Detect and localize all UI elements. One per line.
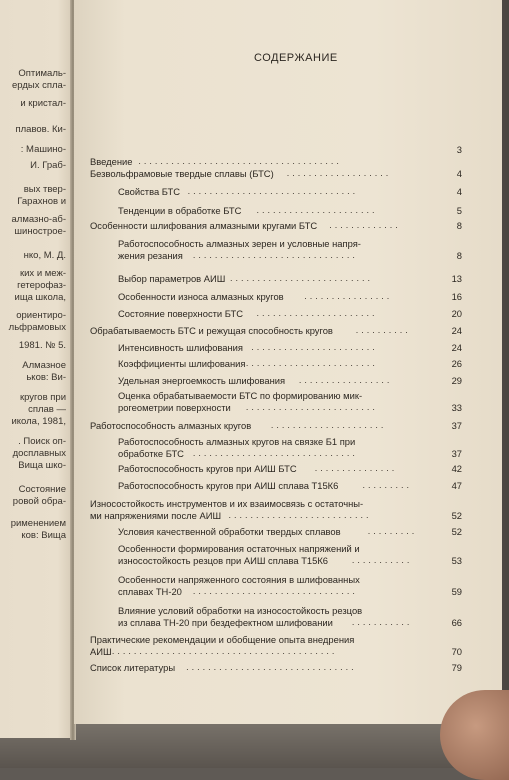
toc-entry-title: Особенности напряженного состояния в шлифованных [118,574,360,585]
toc-page-number: 4 [456,186,462,197]
toc-entry-title: износостойкость резцов при АИШ сплава Т15К6 [118,555,329,566]
left-page-fragment: Вища шко- [18,460,66,471]
dot-leader: ......................................... [111,646,338,656]
dot-leader: .............................. [192,586,358,596]
toc-page-number: 52 [451,510,462,521]
toc-page-number: 8 [456,220,462,231]
toc-entry-title: Коэффициенты шлифования [118,358,246,369]
left-page-fragment: ких и меж- [19,268,66,279]
dot-leader: ............................... [186,662,357,672]
toc-entry-title: Удельная энергоемкость шлифования [118,375,286,386]
toc-page-number: 8 [456,250,462,261]
left-page [0,0,72,738]
toc-entry-title: Безвольфрамовые твердые сплавы (БТС) [90,168,274,179]
toc-page-number: 37 [451,448,462,459]
toc-page-number: 70 [451,646,462,657]
toc-page-number: 24 [451,342,462,353]
toc-entry-title: Обрабатываемость БТС и режущая способность кругов [90,325,333,336]
dot-leader: ..................... [270,420,387,430]
left-page-fragment: вых твер- [23,184,66,195]
table-surface [0,720,509,768]
toc-page-number: 16 [451,291,462,302]
toc-page-number: 33 [451,402,462,413]
left-page-fragment: ердых спла- [12,80,66,91]
dot-leader: ................ [304,291,393,301]
toc-entry-title: сплавах ТН-20 [118,586,182,597]
toc-entry-title: жения резания [118,250,183,261]
left-page-fragment: : Машино- [20,144,66,155]
left-page-fragment: И. Граб- [30,160,66,171]
left-page-fragment: нко, М. Д. [23,250,66,261]
toc-entry-title: Особенности износа алмазных кругов [118,291,284,302]
toc-entry-title: Особенности формирования остаточных напряжений и [118,543,360,554]
left-page-fragment: 1981. № 5. [18,340,66,351]
dot-leader: ........................ [245,402,378,412]
toc-entry-title: Состояние поверхности БТС [118,308,244,319]
toc-entry-title: Работоспособность кругов при АИШ БТС [118,463,297,474]
left-page-fragment: кругов при [19,392,66,403]
dot-leader: ............. [329,220,401,230]
dot-leader: ......... [362,480,413,490]
toc-page-number: 59 [451,586,462,597]
toc-entry-title: Условия качественной обработки твердых сплавов [118,526,341,537]
toc-page-number: 79 [451,662,462,673]
toc-entry-title: ми напряжениями после АИШ [90,510,222,521]
left-page-fragment: ровой обра- [12,496,66,507]
toc-entry-title: рогеометрии поверхности [118,402,231,413]
left-page-fragment: рименением [10,518,66,529]
dot-leader: ..................................... [138,156,342,166]
toc-entry-title: Тенденции в обработке БТС [118,205,242,216]
toc-entry-title: Износостойкость инструментов и их взаимосвязь с остаточны- [90,498,364,509]
dot-leader: .............................. [192,448,358,458]
left-page-fragment: сплав — [28,404,66,415]
toc-entry-title: Свойства БТС [118,186,180,197]
toc-entry-title: Введение [90,156,133,167]
toc-entry-title: Влияние условий обработки на износостойкость резцов [118,605,363,616]
toc-entry-title: Интенсивность шлифования [118,342,243,353]
toc-entry-title: обработке БТС [118,448,184,459]
left-page-fragment: Состояние [18,484,66,495]
left-page-fragment: гетерофаз- [17,280,66,291]
left-page-fragment: льфрамовых [8,322,66,333]
dot-leader: ............................... [187,186,359,196]
toc-page-number: 53 [451,555,462,566]
dot-leader: ....................... [251,342,378,352]
dot-leader: .............................. [192,250,358,260]
toc-page-number: 26 [451,358,462,369]
left-page-fragment: ориентиро- [16,310,66,321]
toc-entry-title: АИШ [90,646,112,657]
left-page-fragment: ища школа, [14,292,66,303]
left-page-fragment: и кристал- [20,98,66,109]
left-page-fragment: плавов. Ки- [15,124,66,135]
toc-page-number: 5 [456,205,462,216]
dot-leader: ........... [351,617,413,627]
dot-leader: ........................ [245,358,378,368]
toc-page-number: 37 [451,420,462,431]
toc-entry-title: Список литературы [90,662,176,673]
left-page-fragment: досплавных [12,448,66,459]
toc-page-number: 52 [451,526,462,537]
dot-leader: .......................... [228,510,372,520]
left-page-fragment: . Поиск оп- [18,436,66,447]
dot-leader: ................... [286,168,392,178]
toc-page-number: 4 [456,168,462,179]
dot-leader: ...................... [256,205,378,215]
toc-page-number: 66 [451,617,462,628]
toc-page-number: 42 [451,463,462,474]
dot-leader: ...................... [256,308,378,318]
left-page-fragment: Гарахнов и [17,196,66,207]
toc-entry-title: Выбор параметров АИШ [118,273,226,284]
left-page-fragment: икола, 1981, [11,416,66,427]
left-page-fragment: ьков: Ви- [26,372,66,383]
dot-leader: .......... [355,325,411,335]
page-title: СОДЕРЖАНИЕ [254,52,338,64]
toc-entry-title: из сплава ТН-20 при бездефектном шлифовании [118,617,333,628]
toc-page-number: 13 [451,273,462,284]
left-page-fragment: Оптималь- [18,68,66,79]
dot-leader: .......................... [230,273,374,283]
toc-entry-title: Работоспособность алмазных зерен и условные напря- [118,238,361,249]
left-page-fragment: алмазно-аб- [11,214,66,225]
toc-page-number: 20 [451,308,462,319]
toc-entry-title: Особенности шлифования алмазными кругами БТС [90,220,318,231]
toc-entry-title: Работоспособность алмазных кругов на связке Б1 при [118,436,356,447]
toc-page-number: 29 [451,375,462,386]
toc-entry-title: Оценка обрабатываемости БТС по формированию мик- [118,390,363,401]
left-page-fragment: Алмазное [22,360,66,371]
dot-leader: ........... [351,555,413,565]
left-page-fragment: ков: Вища [21,530,66,541]
left-page-fragment: шиностроe- [14,226,66,237]
toc-page-number: 3 [456,144,462,155]
toc-page-number: 24 [451,325,462,336]
toc-entry-title: Практические рекомендации и обобщение опыта внедрения [90,634,355,645]
toc-entry-title: Работоспособность кругов при АИШ сплава Т15К6 [118,480,339,491]
toc-entry-title: Работоспособность алмазных кругов [90,420,252,431]
dot-leader: ............... [314,463,398,473]
toc-page-number: 47 [451,480,462,491]
dot-leader: ......... [367,526,418,536]
dot-leader: ................. [298,375,393,385]
